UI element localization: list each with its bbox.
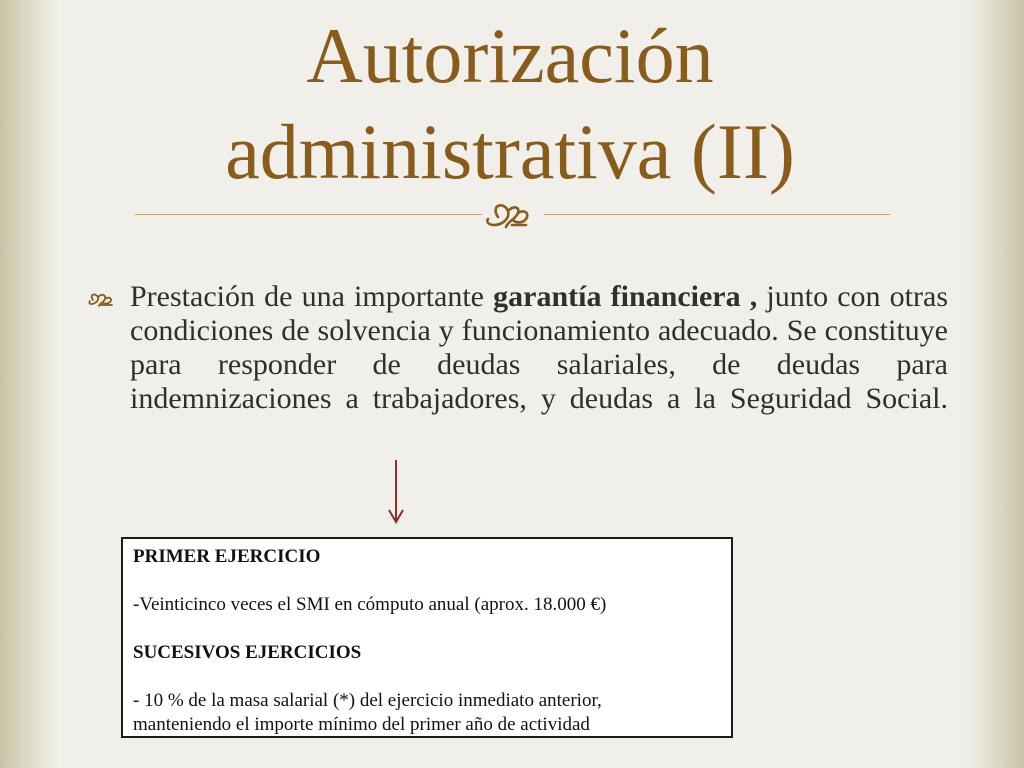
divider-ornament	[482, 195, 544, 235]
slide-title-line-2: administrativa (II)	[225, 108, 795, 195]
body-text-intro: Prestación de una importante	[130, 280, 494, 313]
guarantee-info-box	[121, 537, 733, 738]
following-years-amount-line-1: - 10 % de la masa salarial (*) del ejercicio inmediato anterior,	[133, 690, 602, 711]
body-text-continuation: junto con otras condiciones de solvencia y funcionamiento adecuado. Se constituye para responder de deudas salariales, de deudas para indemnizaciones a trabajadores, y deudas a la Seguridad Social.	[130, 280, 948, 415]
left-edge-decoration	[0, 0, 60, 768]
body-text-emphasis: garantía financiera ,	[493, 280, 758, 313]
body-paragraph	[130, 280, 948, 416]
following-years-amount-line-2: manteniendo el importe mínimo del primer año de actividad	[133, 714, 590, 735]
right-edge-decoration	[964, 0, 1024, 768]
slide-title	[100, 8, 920, 200]
heading-following-years: SUCESIVOS EJERCICIOS	[133, 642, 362, 663]
slide-title-line-1: Autorización	[306, 12, 714, 99]
down-arrow-icon	[383, 458, 409, 526]
first-year-amount: -Veinticinco veces el SMI en cómputo anual (aprox. 18.000 €)	[133, 594, 607, 615]
fleuron-ornament-icon	[482, 195, 544, 235]
fleuron-bullet-icon	[88, 290, 118, 308]
heading-first-year: PRIMER EJERCICIO	[133, 546, 321, 567]
